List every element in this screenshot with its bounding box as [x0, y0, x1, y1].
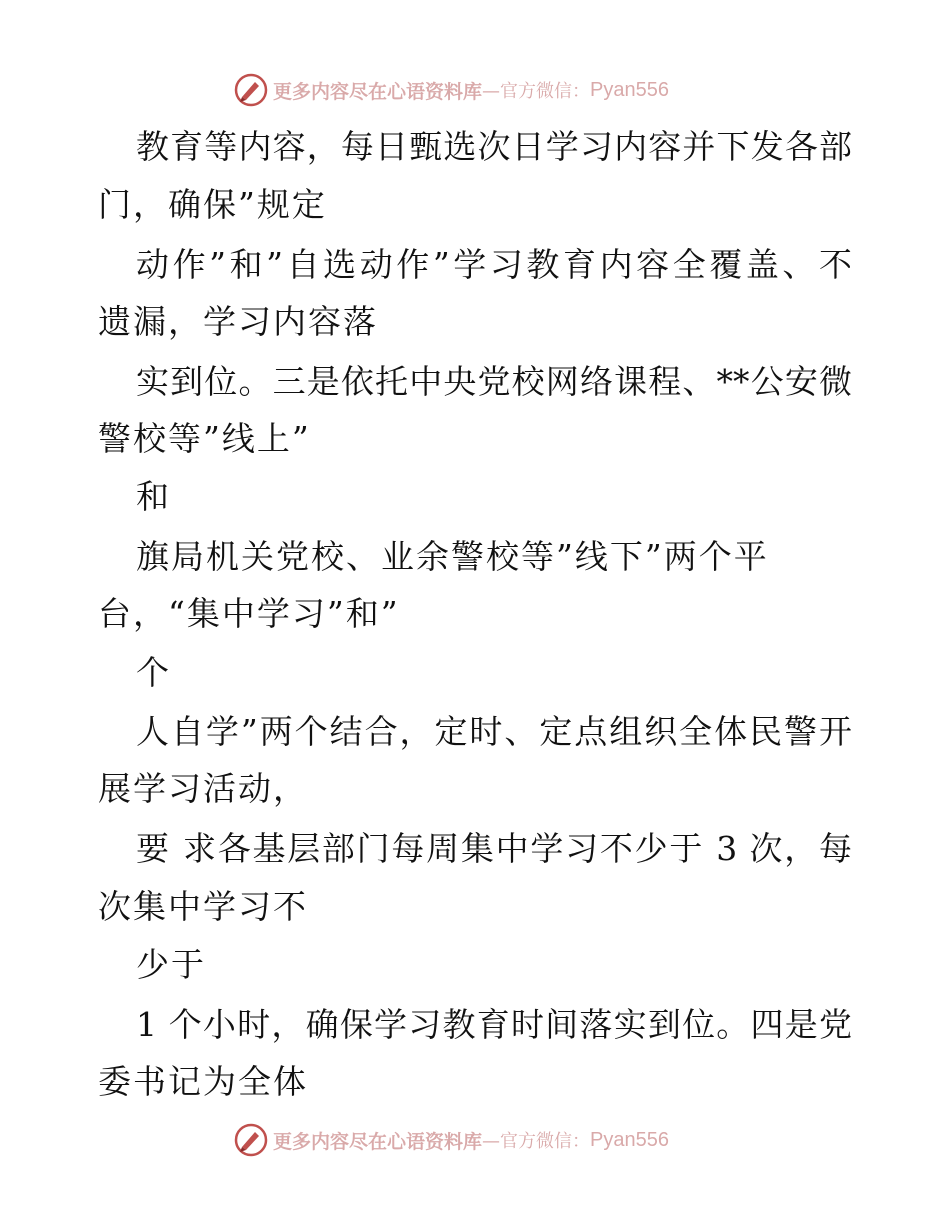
text-line: 门，确保”规定: [98, 185, 327, 224]
text-line: 1 个小时，确保学习教育时间落实到位。四是党: [136, 1005, 852, 1044]
watermark-header: [233, 72, 669, 108]
text-line: 教育等内容，每日甄选次日学习内容并下发各部: [136, 127, 852, 166]
watermark-main-text: 更多内容尽在心语资料库: [273, 80, 483, 103]
text-line: 要 求各基层部门每周集中学习不少于 3 次，每: [136, 829, 852, 868]
text-line: 展学习活动，: [98, 769, 308, 808]
watermark-wechat-id: Pyan556: [590, 78, 669, 101]
pen-logo-icon: [233, 1122, 269, 1158]
text-line: 遗漏，学习内容落: [98, 302, 378, 341]
watermark-footer: [233, 1122, 669, 1158]
text-line: 委书记为全体: [98, 1062, 308, 1101]
text-line: 动作”和”自选动作”学习教育内容全覆盖、不: [136, 245, 852, 284]
watermark-wechat-id: Pyan556: [590, 1128, 669, 1151]
watermark-main-text: 更多内容尽在心语资料库: [273, 1130, 483, 1153]
text-line: 次集中学习不: [98, 887, 308, 926]
text-line: 实到位。三是依托中央党校网络课程、**公安微: [136, 362, 852, 401]
text-line: 警校等”线上”: [98, 419, 311, 458]
watermark-sub-text: —官方微信：: [482, 1131, 591, 1152]
text-line: 台，“集中学习”和”: [98, 594, 400, 633]
pen-logo-icon: [233, 72, 269, 108]
text-line: 少于: [136, 945, 206, 984]
text-line: 和: [136, 477, 171, 516]
watermark-sub-text: —官方微信：: [482, 81, 591, 102]
text-line: 个: [136, 653, 171, 692]
text-line: 人自学”两个结合，定时、定点组织全体民警开: [136, 712, 852, 751]
text-line: 旗局机关党校、业余警校等”线下”两个平: [136, 537, 769, 576]
